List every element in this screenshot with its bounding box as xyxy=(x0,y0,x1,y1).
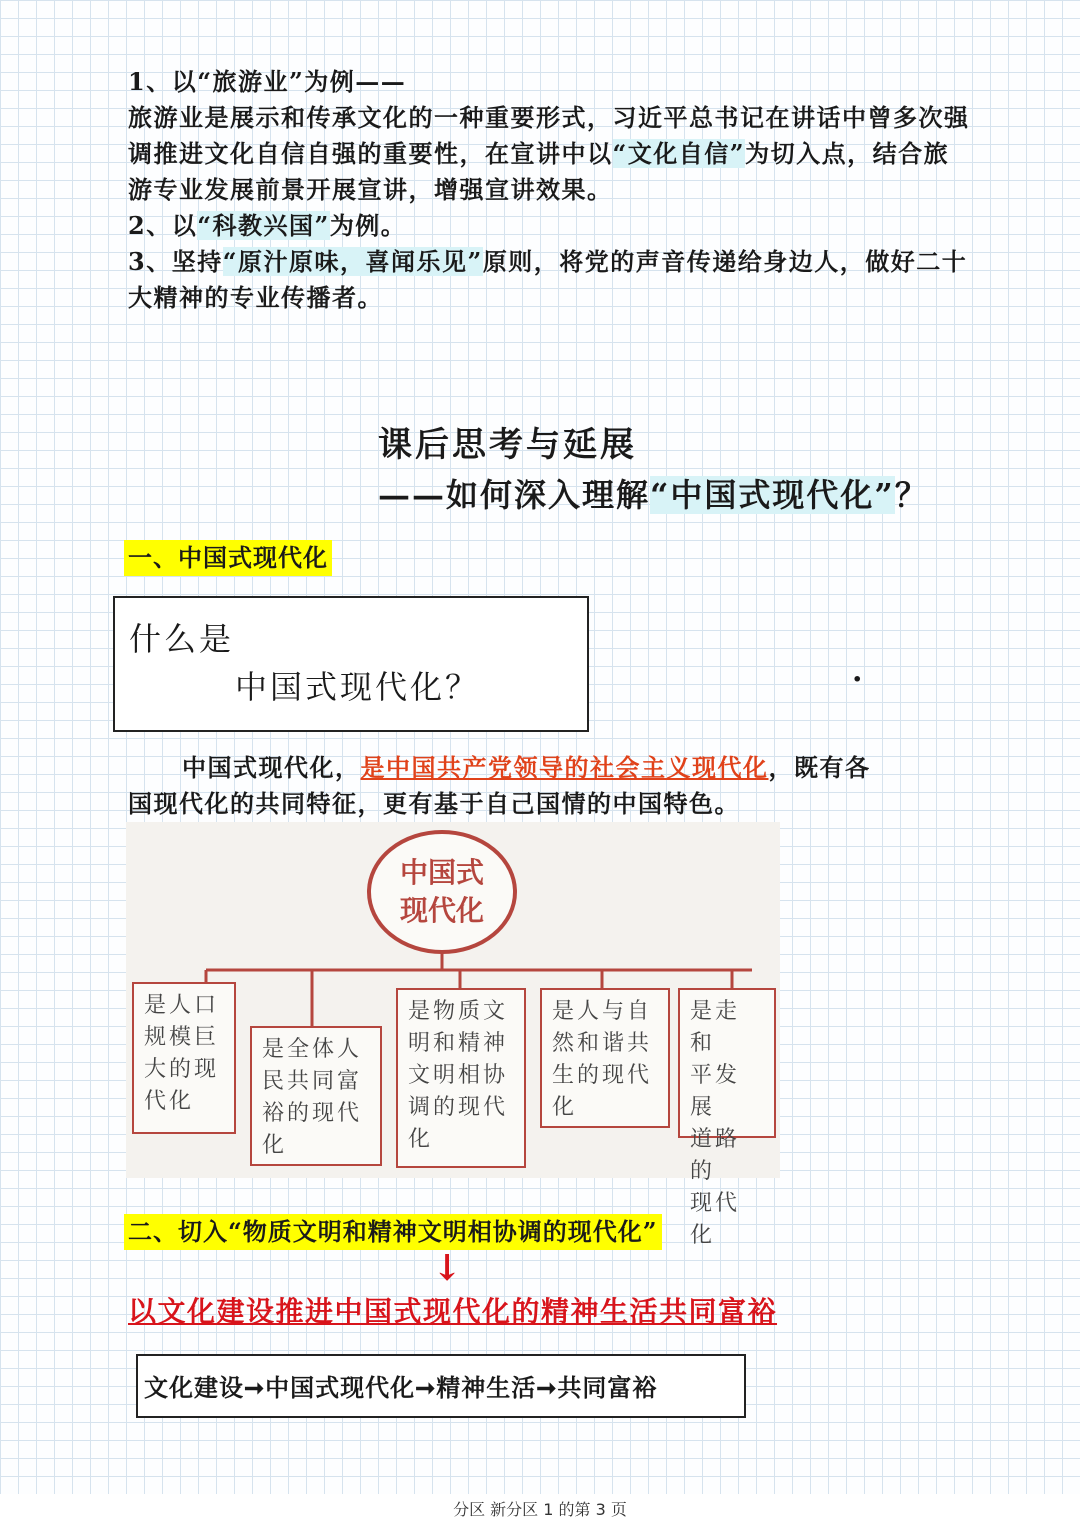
flow-text: 文化建设➞中国式现代化➞精神生活➞共同富裕 xyxy=(144,1373,658,1402)
flow-box xyxy=(136,1354,746,1418)
question-box xyxy=(113,596,589,732)
question-line-1: 什么是 xyxy=(129,620,235,658)
diagram-item-peaceful-development: 是走和 平发展 道路的 现代化 xyxy=(678,988,776,1138)
highlight-cultural-confidence: “文化自信” xyxy=(612,139,746,168)
stray-dot: · xyxy=(852,662,863,697)
tourism-paragraph-line-2: 调推进文化自信自强的重要性，在宣讲中以“文化自信”为切入点，结合旅 xyxy=(128,139,950,168)
principle-line-cont: 大精神的专业传播者。 xyxy=(128,283,383,312)
tourism-paragraph-line-1: 旅游业是展示和传承文化的一种重要形式，习近平总书记在讲话中曾多次强 xyxy=(128,103,970,132)
heading-one: 一、中国式现代化 xyxy=(124,540,332,576)
footer-bar xyxy=(0,1494,1080,1526)
diagram-item-common-prosperity: 是全体人 民共同富 裕的现代 化 xyxy=(250,1026,382,1166)
definition-red-emphasis: 是中国共产党领导的社会主义现代化 xyxy=(360,753,769,782)
example-science-line: 2、以“科教兴国”为例。 xyxy=(128,211,407,240)
example-tourism-heading: 1、以“旅游业”为例—— xyxy=(128,67,407,96)
section-subtitle: ——如何深入理解“中国式现代化”？ xyxy=(378,476,929,514)
definition-line-2: 国现代化的共同特征，更有基于自己国情的中国特色。 xyxy=(128,789,740,818)
heading-two: 二、切入“物质文明和精神文明相协调的现代化” xyxy=(124,1214,662,1250)
highlight-chinese-modernization: “中国式现代化” xyxy=(650,476,895,514)
principle-line: 3、坚持“原汁原味，喜闻乐见”原则，将党的声音传递给身边人，做好二十 xyxy=(128,247,968,276)
top-text-block xyxy=(128,64,1068,316)
page-footer: 分区 新分区 1 的第 3 页 xyxy=(453,1500,627,1519)
diagram-item-harmony-nature: 是人与自 然和谐共 生的现代 化 xyxy=(540,988,670,1128)
diagram-item-population: 是人口 规模巨 大的现 代化 xyxy=(132,982,236,1134)
tourism-paragraph-line-3: 游专业发展前景开展宣讲，增强宣讲效果。 xyxy=(128,175,613,204)
question-line-2: 中国式现代化？ xyxy=(235,668,481,706)
red-conclusion-title: 以文化建设推进中国式现代化的精神生活共同富裕 xyxy=(128,1295,778,1328)
highlight-principle: “原汁原味，喜闻乐见” xyxy=(222,247,483,276)
section-title: 课后思考与延展 xyxy=(378,425,637,465)
definition-line-1: 中国式现代化，是中国共产党领导的社会主义现代化，既有各 xyxy=(182,753,871,782)
down-arrow-icon: ↓ xyxy=(432,1247,463,1289)
highlight-science-education: “科教兴国” xyxy=(197,211,330,240)
diagram-root-label: 中国式 现代化 xyxy=(399,856,484,927)
diagram-item-material-spiritual: 是物质文 明和精神 文明相协 调的现代 化 xyxy=(396,988,526,1168)
